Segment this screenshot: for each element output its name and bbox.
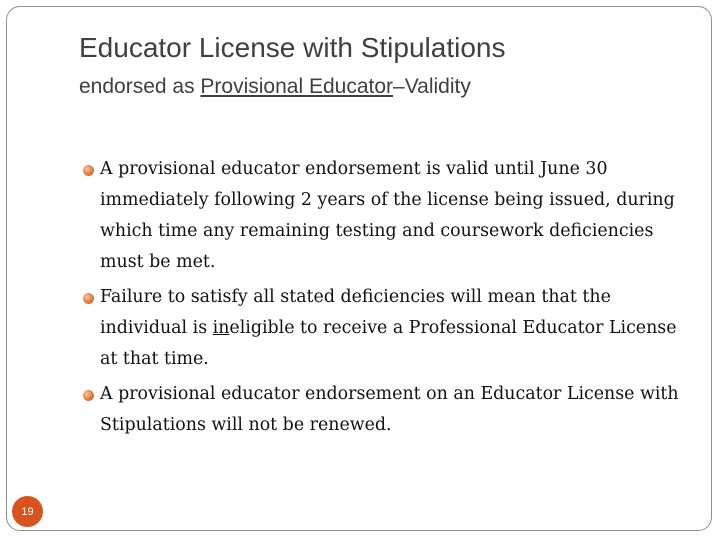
subtitle-underlined: Provisional Educator (200, 75, 394, 98)
bullet-item (100, 154, 680, 278)
bullet-item (100, 379, 680, 441)
bullet-text: A provisional educator endorsement is valid until June 30 immediately following 2 years of the license being issued, during which time any remaining testing and coursework deficiencies must be met. (100, 159, 675, 272)
bullet-text-after: eligible to receive a Professional Educator License at that time. (100, 318, 677, 369)
bullet-text-underlined: in (212, 318, 230, 338)
bullet-text-before: Failure to satisfy all stated deficiencies will mean that the individual is (100, 287, 611, 338)
bullet-item (100, 282, 680, 375)
bullet-text: A provisional educator endorsement on an Educator License with Stipulations will not be renewed. (100, 384, 679, 435)
bullet-dot-icon (83, 390, 94, 401)
bullet-dot-icon (83, 165, 94, 176)
bullet-list (100, 154, 680, 445)
slide-title: Educator License with Stipulations (79, 32, 506, 63)
subtitle-prefix: endorsed as (79, 75, 201, 98)
page-number-badge: 19 (12, 496, 43, 527)
slide-subtitle (79, 75, 471, 99)
subtitle-suffix: –Validity (393, 75, 471, 98)
bullet-dot-icon (83, 293, 94, 304)
